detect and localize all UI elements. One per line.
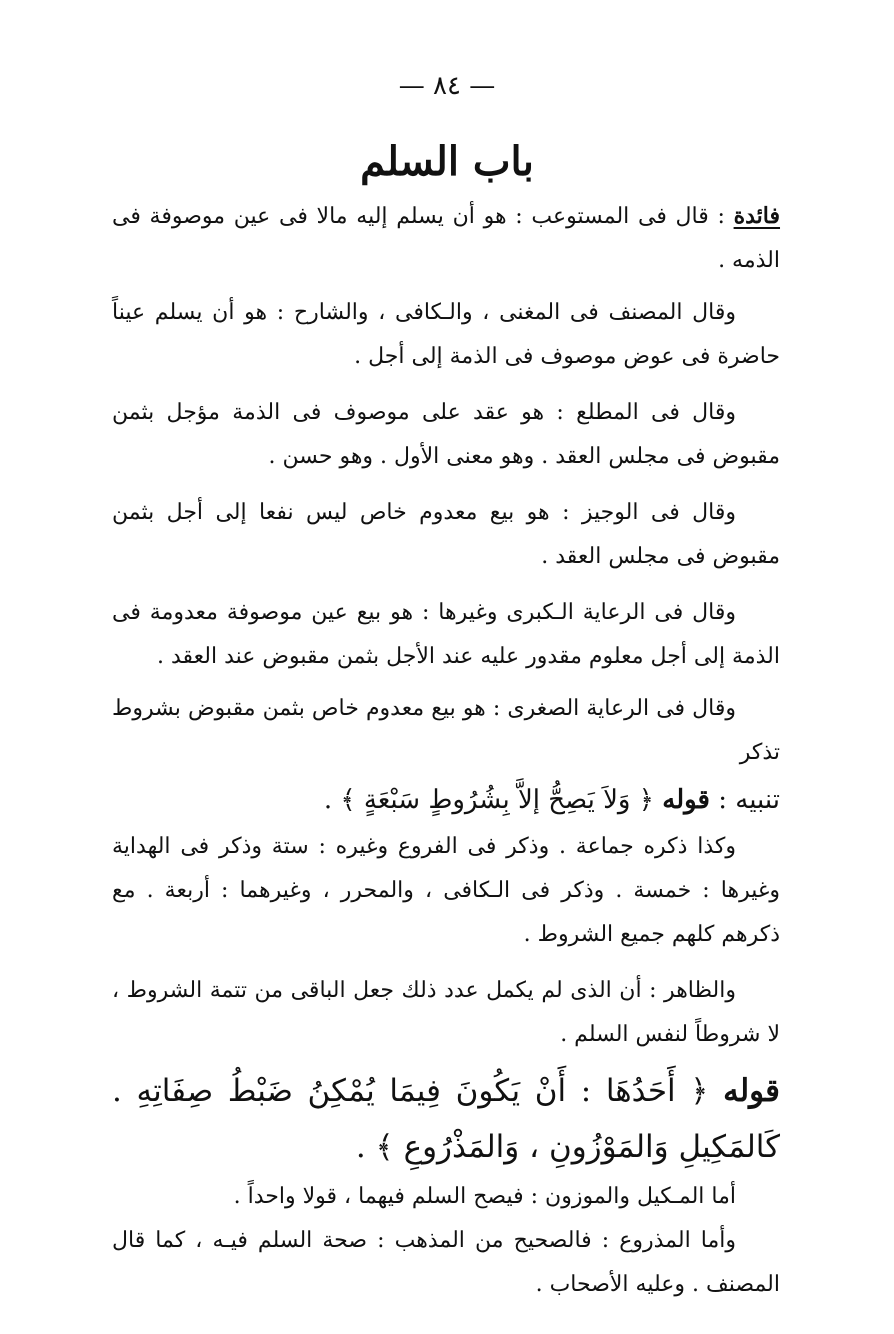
paragraph-wajiz: وقال فى الوجيز : هو بيع معدوم خاص ليس نفعا إلى أجل بثمن مقبوض فى مجلس العقد . <box>112 500 780 569</box>
page-body <box>112 194 780 1307</box>
paragraph-makil: أما المـكيل والموزون : فيصح السلم فيهما ، قولا واحداً . <box>233 1184 736 1209</box>
paragraph-madhru: وأما المذروع : فالصحيح من المذهب : صحة السلم فيـه ، كما قال المصنف . وعليه الأصحاب . <box>112 1228 780 1297</box>
page-number: — ٨٤ — <box>398 71 496 101</box>
paragraph-counts: وكذا ذكره جماعة . وذكر فى الفروع وغيره : ستة وذكر فى الهداية وغيرها : خمسة . وذكر فى الـكافى ، والمحرر ، وغيرهما : أربعة . مع ذكرهم كلهم جميع الشروط . <box>112 834 780 947</box>
paragraph-riaya-kubra: وقال فى الرعاية الـكبرى وغيرها : هو بيع عين موصوفة معدومة فى الذمة إلى أجل معلوم مقدور عليه عند الأجل بثمن مقبوض عند العقد . <box>112 600 780 669</box>
quote-first-condition <box>112 1063 780 1175</box>
paragraph-riaya-sughra: وقال فى الرعاية الصغرى : هو بيع معدوم خاص بثمن مقبوض بشروط تذكر <box>112 696 780 765</box>
chapter-title: باب السلم <box>360 138 534 185</box>
caution-label: تنبيه : <box>718 785 780 815</box>
paragraph-mughni: وقال المصنف فى المغنى ، والـكافى ، والشارح : هو أن يسلم عيناً حاضرة فى عوض موصوف فى الذمة إلى أجل . <box>112 300 780 369</box>
note-text: : قال فى المستوعب : هو أن يسلم إليه مالا فى عين موصوفة فى الذمه . <box>112 204 780 273</box>
paragraph-mutla: وقال فى المطلع : هو عقد على موصوف فى الذمة مؤجل بثمن مقبوض فى مجلس العقد . وهو معنى الأول . وهو حسن . <box>112 400 780 469</box>
quote-seven-conditions <box>112 775 780 825</box>
quote-keyword: قوله <box>723 1073 780 1109</box>
quote-text: ﴿ أَحَدُهَا : أَنْ يَكُونَ فِيمَا يُمْكِنُ ضَبْطُ صِفَاتِهِ . كَالمَكِيلِ وَالمَوْزُونِ ، وَالمَذْرُوعِ ﴾ . <box>112 1073 780 1165</box>
paragraph-zahir: والظاهر : أن الذى لم يكمل عدد ذلك جعل الباقى من تتمة الشروط ، لا شروطاً لنفس السلم . <box>112 978 780 1047</box>
quote-keyword: قوله <box>662 785 710 815</box>
quote-text: ﴿ وَلاَ يَصِحُّ إلاَّ بِشُرُوطٍ سَبْعَةٍ ﴾ . <box>323 785 654 815</box>
paragraph-note <box>112 194 780 283</box>
note-label: فائدة <box>733 203 781 229</box>
